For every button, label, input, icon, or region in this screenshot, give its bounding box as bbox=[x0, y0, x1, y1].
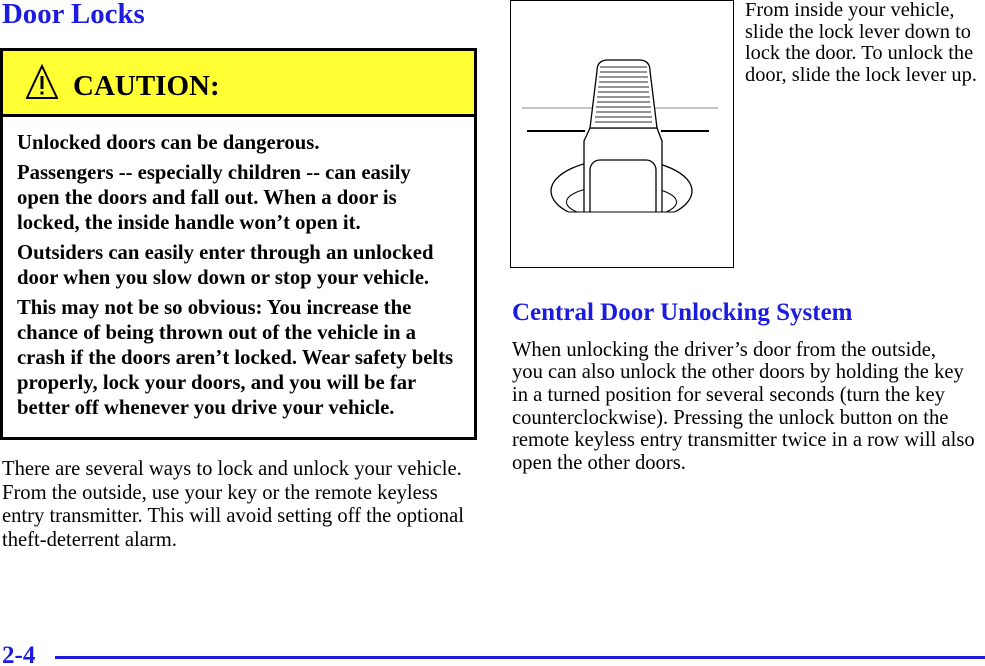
section-text-line: When unlocking the driver’s door from the outside, bbox=[512, 338, 936, 361]
intro-paragraph bbox=[2, 458, 464, 552]
lock-lever-drawing bbox=[511, 1, 733, 267]
section-text-line: counterclockwise). Pressing the unlock button on the bbox=[512, 406, 949, 429]
section-heading: Central Door Unlocking System bbox=[512, 298, 853, 326]
caution-text-line: Unlocked doors can be dangerous. bbox=[17, 131, 320, 154]
intro-text-line: From the outside, use your key or the remote keyless bbox=[2, 481, 438, 504]
section-text-line: remote keyless entry transmitter twice in a row will also bbox=[512, 429, 975, 452]
caution-text-line: locked, the inside handle won’t open it. bbox=[17, 211, 361, 234]
section-text-line: open the other doors. bbox=[512, 451, 686, 474]
caution-paragraph bbox=[17, 296, 453, 421]
lever-slot bbox=[590, 160, 656, 220]
intro-text-line: entry transmitter. This will avoid setting off the optional bbox=[2, 505, 464, 528]
page-number: 2-4 bbox=[2, 642, 36, 666]
caution-text-line: Passengers -- especially children -- can easily bbox=[17, 161, 411, 184]
caution-text-line: crash if the doors aren’t locked. Wear safety belts bbox=[17, 346, 454, 369]
caution-text-line: chance of being thrown out of the vehicle in a bbox=[17, 321, 416, 344]
page-title: Door Locks bbox=[2, 0, 145, 30]
caution-text-line: open the doors and fall out. When a door is bbox=[17, 186, 397, 209]
section-text-line: you can also unlock the other doors by holding the key bbox=[512, 361, 964, 384]
caution-paragraph bbox=[17, 131, 453, 156]
caption-text-line: door, slide the lock lever up. bbox=[745, 64, 977, 87]
caption-text-line: slide the lock lever down to bbox=[745, 20, 971, 43]
caution-box bbox=[0, 48, 477, 440]
caution-text-line: door when you slow down or stop your vehicle. bbox=[17, 266, 430, 289]
caution-text-line: This may not be so obvious: You increase the bbox=[17, 296, 412, 319]
caution-paragraph bbox=[17, 241, 453, 291]
caution-text-line: properly, lock your doors, and you will be far bbox=[17, 371, 417, 394]
caution-paragraph bbox=[17, 161, 453, 236]
lock-lever-illustration bbox=[510, 0, 734, 268]
caution-text-line: better off whenever you drive your vehicle. bbox=[17, 396, 395, 419]
section-text-line: in a turned position for several seconds (turn the key bbox=[512, 383, 945, 406]
caution-header bbox=[3, 51, 474, 117]
section-paragraph bbox=[512, 339, 975, 475]
footer-rule bbox=[55, 656, 985, 659]
caption-text-line: From inside your vehicle, bbox=[745, 0, 955, 21]
intro-text-line: theft-deterrent alarm. bbox=[2, 528, 177, 551]
caption-text-line: lock the door. To unlock the bbox=[745, 42, 974, 65]
caution-body bbox=[17, 131, 453, 421]
lock-lever-caption bbox=[745, 0, 977, 87]
lever-knob bbox=[590, 60, 657, 128]
warning-triangle-icon bbox=[26, 64, 58, 100]
caution-label: CAUTION: bbox=[73, 70, 220, 102]
caution-text-line: Outsiders can easily enter through an unlocked bbox=[17, 241, 434, 264]
intro-text-line: There are several ways to lock and unlock your vehicle. bbox=[2, 458, 462, 481]
